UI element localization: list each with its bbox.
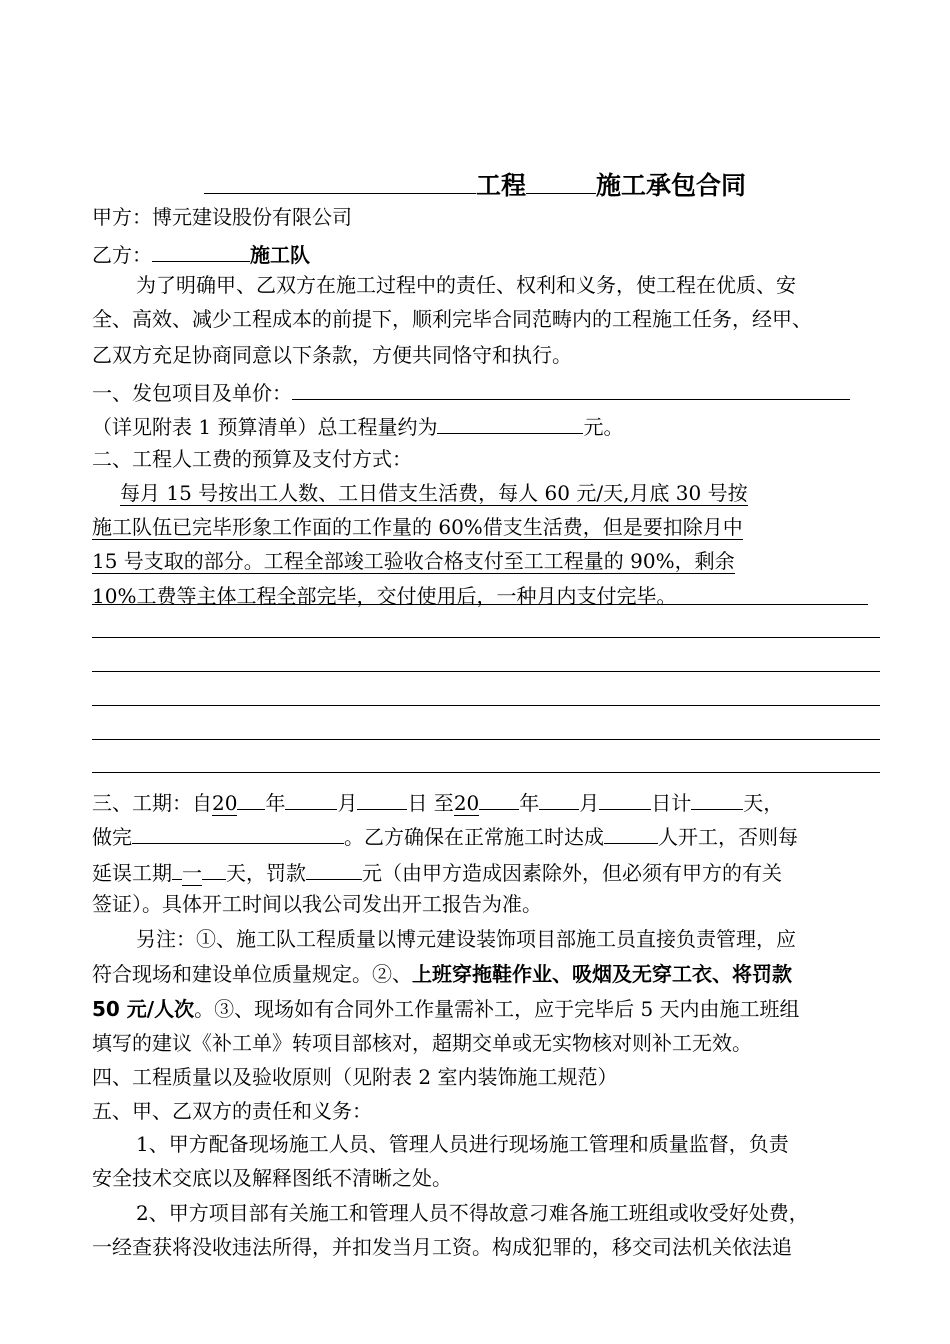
- duty-item: 1、甲方配备现场施工人员、管理人员进行现场施工管理和质量监督，负责: [136, 1132, 789, 1156]
- project-unit-price-blank: [292, 377, 850, 400]
- party-a: 甲方：博元建设股份有限公司: [92, 205, 352, 229]
- intro-line: 全、高效、减少工程成本的前提下，顺利完毕合同范畴内的工程施工任务，经甲、: [92, 307, 812, 331]
- section-1-detail: （详见附表 1 预算清单）总工程量约为 元。: [92, 411, 623, 437]
- team-name-blank: [152, 239, 250, 262]
- blank-line: [92, 671, 880, 672]
- note-line: 50 元/人次。③、现场如有合同外工作量需补工，应于完毕后 5 天内由施工班组: [92, 997, 800, 1021]
- duty-item: 一经查获将没收违法所得，并扣发当月工资。构成犯罪的，移交司法机关依法追: [92, 1235, 792, 1259]
- party-b: 乙方： 施工队: [92, 239, 310, 265]
- payment-underline: [92, 604, 868, 605]
- scope-blank: [526, 167, 596, 194]
- payment-line: 施工队伍已完毕形象工作面的工作量的 60%借支生活费，但是要扣除月中: [92, 515, 743, 539]
- section-2-heading: 二、工程人工费的预算及支付方式：: [92, 447, 412, 471]
- section-1-heading: 一、发包项目及单价：: [92, 377, 850, 403]
- payment-line: 每月 15 号按出工人数、工日借支生活费，每人 60 元/天,月底 30 号按: [120, 481, 748, 505]
- payment-line: 10%工费等主体工程全部完毕，交付使用后，一种月内支付完毕。: [92, 584, 677, 608]
- blank-line: [92, 705, 880, 706]
- note-line: 另注：①、施工队工程质量以博元建设装饰项目部施工员直接负责管理，应: [136, 927, 796, 951]
- project-name-blank: [204, 167, 476, 194]
- blank-line: [92, 739, 880, 740]
- payment-line: 15 号支取的部分。工程全部竣工验收合格支付至工工程量的 90%，剩余: [92, 549, 735, 573]
- intro-line: 为了明确甲、乙双方在施工过程中的责任、权利和义务，使工程在优质、安: [136, 273, 796, 297]
- intro-line: 乙双方充足协商同意以下条款，方便共同恪守和执行。: [92, 343, 572, 367]
- section-3-line: 做完 。乙方确保在正常施工时达成 人开工，否则每: [92, 821, 798, 847]
- section-4-heading: 四、工程质量以及验收原则（见附表 2 室内装饰施工规范）: [92, 1065, 618, 1089]
- section-5-heading: 五、甲、乙双方的责任和义务：: [92, 1099, 372, 1123]
- duty-item: 2、甲方项目部有关施工和管理人员不得故意刁难各施工班组或收受好处费，: [136, 1201, 809, 1225]
- blank-line: [92, 637, 880, 638]
- contract-title: 工程 施工承包合同: [0, 167, 950, 202]
- note-line: 填写的建议《补工单》转项目部核对，超期交单或无实物核对则补工无效。: [92, 1031, 752, 1055]
- section-3-line: 签证）。具体开工时间以我公司发出开工报告为准。: [92, 892, 542, 916]
- section-3-schedule: 三、工期：自20 年 月 日 至20 年 月 日计 天，: [92, 787, 783, 813]
- note-line: 符合现场和建设单位质量规定。②、上班穿拖鞋作业、吸烟及无穿工衣、将罚款: [92, 962, 792, 986]
- blank-line: [92, 772, 880, 773]
- section-3-line: 延误工期 一 天，罚款 元（由甲方造成因素除外，但必须有甲方的有关: [92, 857, 782, 883]
- duty-item: 安全技术交底以及解释图纸不清晰之处。: [92, 1166, 452, 1190]
- total-amount-blank: [437, 411, 583, 434]
